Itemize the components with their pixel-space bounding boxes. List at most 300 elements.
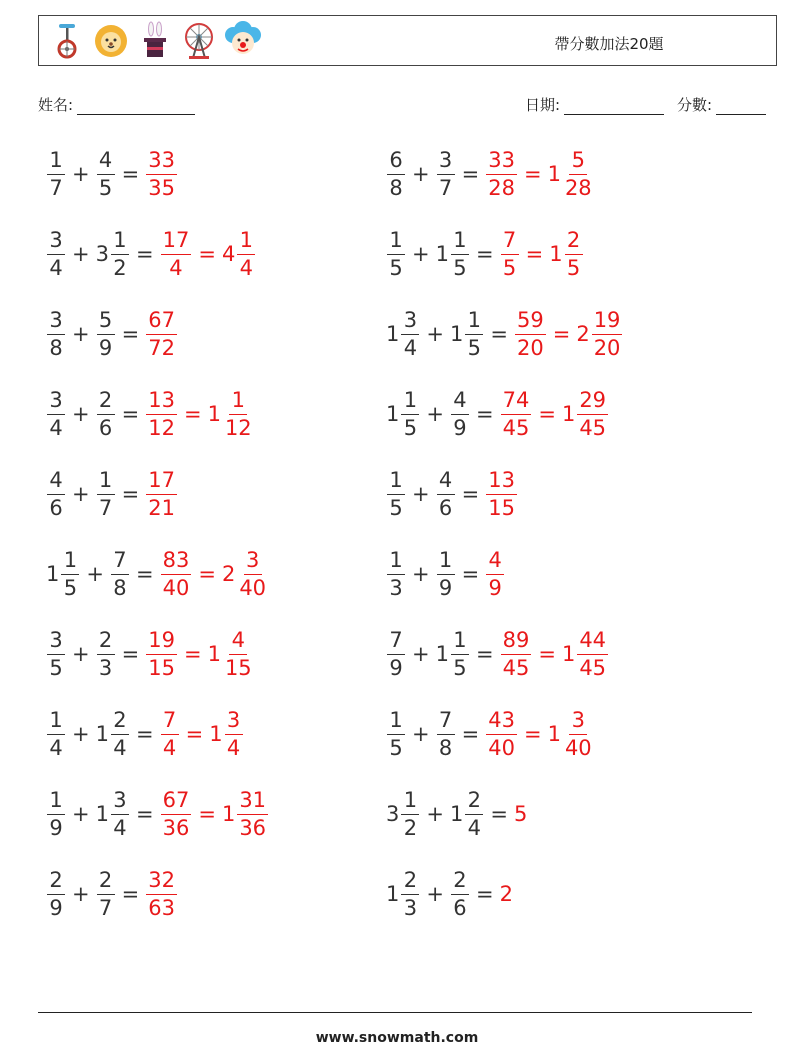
whole-number: 1 xyxy=(95,722,109,746)
plus-sign: + xyxy=(72,882,90,906)
numerator: 19 xyxy=(146,630,177,655)
denominator: 4 xyxy=(113,735,127,760)
equals-sign: = xyxy=(523,162,542,186)
numerator: 1 xyxy=(437,550,455,575)
numerator: 1 xyxy=(465,310,483,335)
answer-fraction xyxy=(145,387,178,440)
equals-sign: = xyxy=(490,322,508,346)
fraction xyxy=(47,787,65,840)
denominator: 36 xyxy=(162,815,190,840)
numerator: 1 xyxy=(237,230,255,255)
fraction xyxy=(47,867,65,920)
answer-fraction xyxy=(514,307,547,360)
answer-fraction xyxy=(221,787,269,840)
operand-fraction xyxy=(95,707,130,760)
answer-fraction xyxy=(145,867,178,920)
fraction xyxy=(111,707,129,760)
denominator: 4 xyxy=(403,335,418,360)
worksheet-title: 帶分數加法20題 xyxy=(554,35,664,53)
whole-number: 3 xyxy=(95,242,109,266)
fraction xyxy=(387,467,405,520)
equals-sign: = xyxy=(121,162,140,186)
equals-sign: = xyxy=(461,562,480,586)
denominator: 7 xyxy=(49,175,63,200)
whole-number: 1 xyxy=(209,722,223,746)
operand-fraction xyxy=(110,547,130,600)
equals-sign: = xyxy=(198,562,216,586)
denominator: 72 xyxy=(148,335,175,360)
magic-hat-rabbit-icon xyxy=(137,20,173,60)
plus-sign: + xyxy=(72,322,90,346)
fraction xyxy=(451,627,469,680)
numerator: 33 xyxy=(146,150,177,175)
fraction xyxy=(577,627,608,680)
plus-sign: + xyxy=(426,802,444,826)
equals-sign: = xyxy=(475,882,494,906)
numerator: 5 xyxy=(97,310,115,335)
fraction xyxy=(97,867,115,920)
equals-sign: = xyxy=(121,322,140,346)
numerator: 2 xyxy=(47,870,65,895)
footer-url: www.snowmath.com xyxy=(315,1030,479,1046)
score-label: 分數: xyxy=(677,96,713,114)
clown-icon xyxy=(225,20,261,60)
whole-number: 1 xyxy=(561,642,576,666)
operand-fraction xyxy=(386,547,406,600)
denominator: 6 xyxy=(453,895,467,920)
fraction xyxy=(486,707,517,760)
denominator: 12 xyxy=(224,415,252,440)
denominator: 6 xyxy=(98,415,113,440)
numerator: 1 xyxy=(451,230,469,255)
whole-number: 1 xyxy=(46,562,60,586)
denominator: 5 xyxy=(389,255,403,280)
denominator: 40 xyxy=(564,735,592,760)
whole-number: 4 xyxy=(221,242,236,266)
answer-fraction xyxy=(547,147,595,200)
numerator: 32 xyxy=(146,870,177,895)
operand-fraction xyxy=(386,787,420,840)
numerator: 4 xyxy=(437,470,455,495)
whole-number: 3 xyxy=(386,802,400,826)
problem-12 xyxy=(386,544,505,604)
date-field xyxy=(525,94,664,115)
operand-fraction xyxy=(46,787,66,840)
denominator: 8 xyxy=(113,575,127,600)
fraction xyxy=(387,147,405,200)
numerator: 4 xyxy=(486,550,504,575)
equals-sign: = xyxy=(475,242,494,266)
denominator: 4 xyxy=(239,255,253,280)
answer-fraction xyxy=(485,547,505,600)
worksheet-header xyxy=(38,15,777,66)
fraction xyxy=(387,707,405,760)
fraction xyxy=(387,627,405,680)
denominator: 8 xyxy=(49,335,63,360)
answer-fraction xyxy=(145,627,178,680)
operand-fraction xyxy=(386,867,420,920)
fraction xyxy=(592,307,623,360)
fraction xyxy=(61,547,79,600)
answer-fraction xyxy=(160,227,193,280)
fraction xyxy=(486,547,504,600)
problem-11 xyxy=(46,544,269,604)
score-field xyxy=(677,94,766,115)
operand-fraction xyxy=(96,627,116,680)
operand-fraction xyxy=(436,467,456,520)
operand-fraction xyxy=(96,387,116,440)
plus-sign: + xyxy=(412,562,430,586)
plus-sign: + xyxy=(426,402,444,426)
denominator: 9 xyxy=(49,815,63,840)
fraction xyxy=(437,467,455,520)
operand-fraction xyxy=(436,547,456,600)
whole-number: 2 xyxy=(221,562,236,586)
numerator: 4 xyxy=(97,150,115,175)
operand-fraction xyxy=(95,227,130,280)
numerator: 4 xyxy=(47,470,65,495)
fraction xyxy=(501,227,519,280)
denominator: 9 xyxy=(98,335,113,360)
numerator: 6 xyxy=(387,150,405,175)
problem-17 xyxy=(46,784,269,844)
numerator: 33 xyxy=(486,150,517,175)
fraction xyxy=(465,787,483,840)
plus-sign: + xyxy=(72,402,90,426)
fraction xyxy=(437,147,455,200)
equals-sign: = xyxy=(461,482,480,506)
whole-number: 1 xyxy=(435,242,449,266)
denominator: 7 xyxy=(98,495,113,520)
fraction xyxy=(97,147,115,200)
operand-fraction xyxy=(386,707,406,760)
equals-sign: = xyxy=(121,402,140,426)
denominator: 6 xyxy=(49,495,63,520)
answer-fraction xyxy=(160,787,193,840)
denominator: 3 xyxy=(403,895,418,920)
numerator: 3 xyxy=(244,550,262,575)
numerator: 2 xyxy=(465,790,483,815)
fraction xyxy=(161,547,192,600)
plus-sign: + xyxy=(412,242,430,266)
fraction xyxy=(451,227,469,280)
denominator: 40 xyxy=(162,575,190,600)
numerator: 2 xyxy=(111,710,129,735)
operand-fraction xyxy=(95,787,130,840)
plus-sign: + xyxy=(426,882,444,906)
denominator: 45 xyxy=(579,415,607,440)
equals-sign: = xyxy=(135,722,154,746)
fraction xyxy=(111,547,129,600)
numerator: 3 xyxy=(225,710,243,735)
name-blank[interactable] xyxy=(77,98,195,115)
denominator: 9 xyxy=(453,415,467,440)
denominator: 4 xyxy=(49,255,63,280)
operand-fraction xyxy=(450,867,470,920)
numerator: 1 xyxy=(47,710,65,735)
numerator: 2 xyxy=(451,870,469,895)
fraction xyxy=(97,467,115,520)
numerator: 1 xyxy=(47,150,65,175)
whole-number: 1 xyxy=(449,322,464,346)
whole-number: 1 xyxy=(547,722,561,746)
equals-sign: = xyxy=(538,402,556,426)
numerator: 13 xyxy=(146,390,177,415)
fraction xyxy=(111,787,129,840)
fraction xyxy=(97,387,115,440)
numerator: 3 xyxy=(111,790,129,815)
operand-fraction xyxy=(96,467,116,520)
denominator: 5 xyxy=(98,175,113,200)
denominator: 2 xyxy=(403,815,418,840)
equals-sign: = xyxy=(198,802,216,826)
operand-fraction xyxy=(46,227,66,280)
numerator: 2 xyxy=(97,390,115,415)
denominator: 7 xyxy=(98,895,113,920)
fraction xyxy=(401,307,419,360)
problem-5 xyxy=(46,304,178,364)
operand-fraction xyxy=(386,627,406,680)
fraction xyxy=(486,147,517,200)
fraction xyxy=(146,387,177,440)
fraction xyxy=(437,547,455,600)
denominator: 5 xyxy=(453,255,467,280)
plus-sign: + xyxy=(72,482,90,506)
fraction xyxy=(387,547,405,600)
denominator: 5 xyxy=(453,655,467,680)
answer-fraction xyxy=(549,227,583,280)
header-icons xyxy=(49,20,261,60)
problem-14 xyxy=(386,624,609,684)
fraction xyxy=(97,307,115,360)
plus-sign: + xyxy=(72,802,90,826)
numerator: 3 xyxy=(47,310,65,335)
fraction xyxy=(563,707,594,760)
fraction xyxy=(111,227,129,280)
denominator: 4 xyxy=(467,815,482,840)
problem-20 xyxy=(386,864,513,924)
numerator: 3 xyxy=(569,710,587,735)
numerator: 2 xyxy=(97,870,115,895)
numerator: 1 xyxy=(387,550,405,575)
denominator: 9 xyxy=(438,575,453,600)
equals-sign: = xyxy=(552,322,571,346)
fraction xyxy=(451,387,469,440)
fraction xyxy=(223,627,254,680)
problem-2 xyxy=(386,144,595,204)
numerator: 1 xyxy=(47,790,65,815)
equals-sign: = xyxy=(461,162,480,186)
fraction xyxy=(563,147,594,200)
plus-sign: + xyxy=(72,722,90,746)
numerator: 7 xyxy=(501,230,519,255)
operand-fraction xyxy=(435,227,470,280)
answer-fraction xyxy=(485,147,518,200)
answer-fraction xyxy=(500,227,520,280)
plus-sign: + xyxy=(86,562,104,586)
fraction xyxy=(225,707,243,760)
equals-sign: = xyxy=(135,242,154,266)
problem-6 xyxy=(386,304,623,364)
operand-fraction xyxy=(96,867,116,920)
denominator: 7 xyxy=(438,175,453,200)
lion-icon xyxy=(93,20,129,60)
operand-fraction xyxy=(96,307,116,360)
fraction xyxy=(401,387,419,440)
fraction xyxy=(47,147,65,200)
operand-fraction xyxy=(449,787,484,840)
fraction xyxy=(146,307,177,360)
ferris-wheel-icon xyxy=(181,20,217,60)
denominator: 45 xyxy=(579,655,607,680)
denominator: 3 xyxy=(389,575,403,600)
denominator: 5 xyxy=(502,255,517,280)
numerator: 29 xyxy=(577,390,608,415)
numerator: 3 xyxy=(47,630,65,655)
numerator: 3 xyxy=(401,310,419,335)
denominator: 4 xyxy=(49,415,63,440)
whole-number: 1 xyxy=(435,642,449,666)
score-blank[interactable] xyxy=(716,98,766,115)
denominator: 45 xyxy=(502,655,530,680)
operand-fraction xyxy=(46,147,66,200)
operand-fraction xyxy=(46,387,66,440)
numerator: 4 xyxy=(229,630,247,655)
numerator: 1 xyxy=(61,550,79,575)
denominator: 40 xyxy=(488,735,515,760)
fraction xyxy=(47,707,65,760)
denominator: 15 xyxy=(488,495,515,520)
numerator: 3 xyxy=(47,230,65,255)
answer-fraction xyxy=(500,627,533,680)
numerator: 1 xyxy=(111,230,129,255)
numerator: 67 xyxy=(146,310,177,335)
answer-fraction xyxy=(547,707,595,760)
plus-sign: + xyxy=(412,482,430,506)
answer-fraction xyxy=(160,547,193,600)
fraction xyxy=(146,627,177,680)
answer-fraction xyxy=(485,707,518,760)
fraction xyxy=(161,707,179,760)
operand-fraction xyxy=(46,707,66,760)
numerator: 1 xyxy=(387,230,405,255)
fraction xyxy=(387,227,405,280)
denominator: 35 xyxy=(148,175,175,200)
numerator: 1 xyxy=(229,390,247,415)
numerator: 2 xyxy=(97,630,115,655)
numerator: 4 xyxy=(451,390,469,415)
answer-fraction xyxy=(209,707,243,760)
fraction xyxy=(501,387,532,440)
denominator: 4 xyxy=(113,815,127,840)
denominator: 4 xyxy=(162,735,177,760)
answer-fraction xyxy=(145,467,178,520)
equals-sign: = xyxy=(461,722,480,746)
denominator: 9 xyxy=(488,575,502,600)
fraction xyxy=(501,627,532,680)
denominator: 36 xyxy=(239,815,267,840)
numerator: 13 xyxy=(486,470,517,495)
date-blank[interactable] xyxy=(564,98,664,115)
operand-fraction xyxy=(46,307,66,360)
denominator: 6 xyxy=(438,495,453,520)
denominator: 9 xyxy=(389,655,403,680)
numerator: 44 xyxy=(577,630,608,655)
fraction xyxy=(47,627,65,680)
problem-1 xyxy=(46,144,178,204)
equals-sign: = xyxy=(185,722,204,746)
name-field xyxy=(38,94,195,115)
numerator: 1 xyxy=(401,390,419,415)
problem-8 xyxy=(386,384,609,444)
denominator: 15 xyxy=(148,655,175,680)
fraction xyxy=(146,467,177,520)
denominator: 5 xyxy=(389,495,403,520)
whole-number: 1 xyxy=(561,402,576,426)
denominator: 2 xyxy=(113,255,127,280)
equals-sign: = xyxy=(183,642,202,666)
answer-integer: 5 xyxy=(513,802,528,826)
fraction xyxy=(451,867,469,920)
operand-fraction xyxy=(96,147,116,200)
fraction xyxy=(565,227,583,280)
denominator: 63 xyxy=(148,895,175,920)
operand-fraction xyxy=(46,547,80,600)
numerator: 67 xyxy=(161,790,192,815)
equals-sign: = xyxy=(135,802,154,826)
denominator: 3 xyxy=(98,655,113,680)
denominator: 5 xyxy=(389,735,403,760)
answer-fraction xyxy=(145,147,178,200)
whole-number: 1 xyxy=(386,402,400,426)
numerator: 7 xyxy=(111,550,129,575)
fraction xyxy=(465,307,483,360)
problem-15 xyxy=(46,704,244,764)
fraction xyxy=(47,387,65,440)
problem-19 xyxy=(46,864,178,924)
operand-fraction xyxy=(435,627,470,680)
problem-16 xyxy=(386,704,595,764)
plus-sign: + xyxy=(412,642,430,666)
equals-sign: = xyxy=(525,242,544,266)
whole-number: 2 xyxy=(576,322,590,346)
denominator: 5 xyxy=(63,575,78,600)
numerator: 7 xyxy=(437,710,455,735)
numerator: 43 xyxy=(486,710,517,735)
problem-10 xyxy=(386,464,518,524)
denominator: 5 xyxy=(566,255,581,280)
name-label: 姓名: xyxy=(38,96,74,114)
numerator: 59 xyxy=(515,310,546,335)
numerator: 3 xyxy=(437,150,455,175)
operand-fraction xyxy=(386,387,420,440)
numerator: 17 xyxy=(146,470,177,495)
fraction xyxy=(486,467,517,520)
denominator: 4 xyxy=(226,735,241,760)
equals-sign: = xyxy=(198,242,216,266)
date-label: 日期: xyxy=(525,96,561,114)
denominator: 20 xyxy=(593,335,621,360)
equals-sign: = xyxy=(121,642,140,666)
equals-sign: = xyxy=(538,642,556,666)
whole-number: 1 xyxy=(449,802,464,826)
footer-divider xyxy=(38,1012,752,1013)
plus-sign: + xyxy=(412,722,430,746)
fraction xyxy=(47,307,65,360)
numerator: 1 xyxy=(387,470,405,495)
equals-sign: = xyxy=(523,722,542,746)
operand-fraction xyxy=(386,147,406,200)
